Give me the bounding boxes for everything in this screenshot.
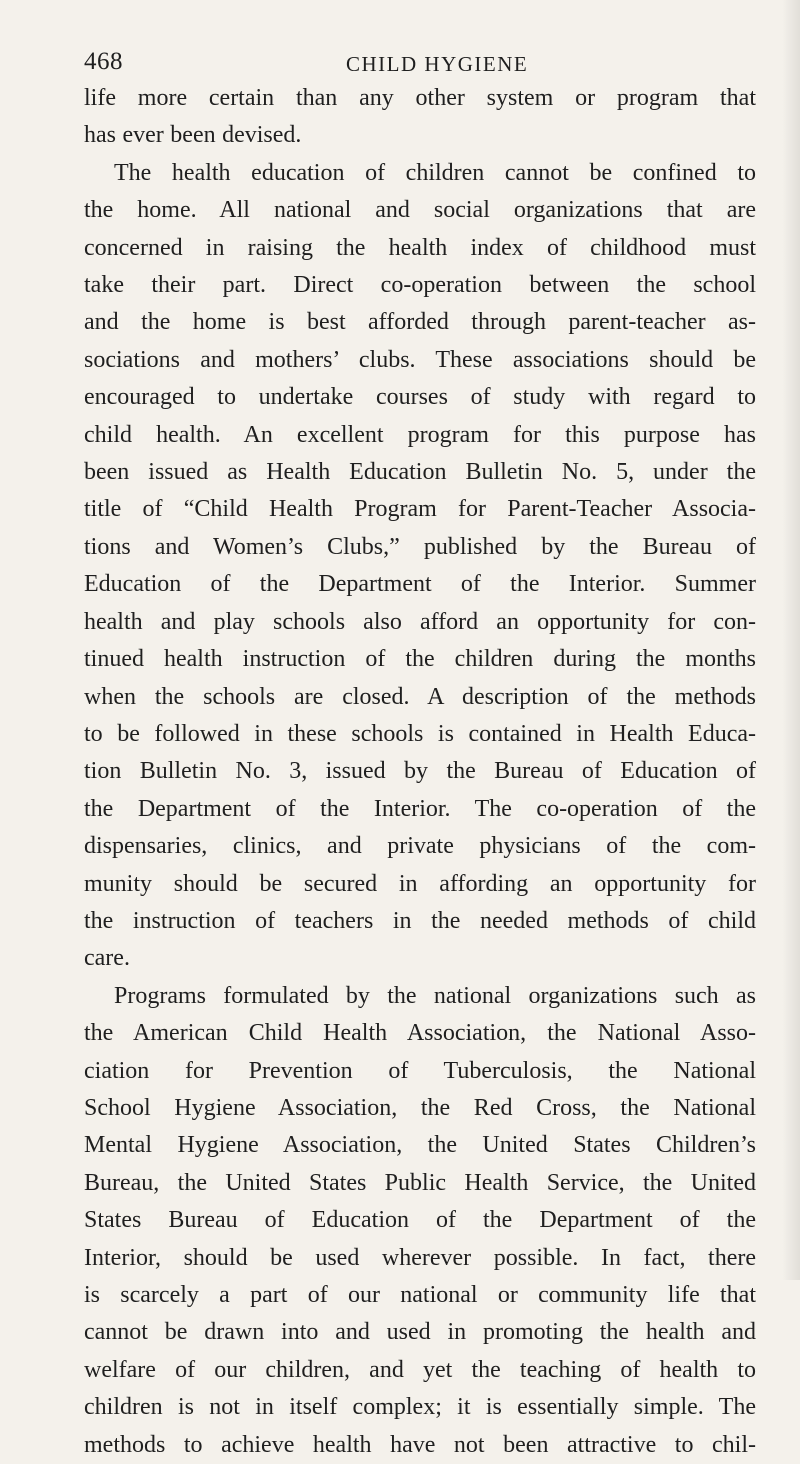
text-line: been issued as Health Education Bulletin No. 5, under the bbox=[84, 459, 756, 486]
text-line: tinued health instruction of the children during the months bbox=[84, 646, 756, 673]
text-line: has ever been devised. bbox=[84, 122, 302, 149]
text-line: when the schools are closed. A description of the methods bbox=[84, 683, 756, 710]
text-line: tions and Women’s Clubs,” published by the Bureau of bbox=[84, 533, 756, 560]
text-line: title of “Child Health Program for Parent-Teacher Associa- bbox=[84, 496, 756, 523]
text-line: concerned in raising the health index of childhood must bbox=[84, 234, 756, 261]
text-line: munity should be secured in affording an opportunity for bbox=[84, 870, 756, 897]
text-line: the American Child Health Association, the National Asso- bbox=[84, 1020, 756, 1047]
text-line: the Department of the Interior. The co-operation of the bbox=[84, 795, 756, 822]
paragraph-start-line: Programs formulated by the national organizations such as bbox=[114, 982, 756, 1009]
text-line: Mental Hygiene Association, the United States Children’s bbox=[84, 1132, 756, 1159]
text-line: care. bbox=[84, 945, 130, 972]
paragraph-start-line: The health education of children cannot be confined to bbox=[114, 159, 756, 186]
text-line: children is not in itself complex; it is essentially simple. The bbox=[84, 1394, 756, 1421]
text-line: School Hygiene Association, the Red Cross, the National bbox=[84, 1094, 756, 1121]
text-line: the instruction of teachers in the needed methods of child bbox=[84, 907, 756, 934]
text-line: Bureau, the United States Public Health Service, the United bbox=[84, 1169, 756, 1196]
text-line: Education of the Department of the Interior. Summer bbox=[84, 571, 756, 598]
text-line: encouraged to undertake courses of study with regard to bbox=[84, 384, 756, 411]
text-line: ciation for Prevention of Tuberculosis, the National bbox=[84, 1057, 756, 1084]
text-line: cannot be drawn into and used in promoting the health and bbox=[84, 1319, 756, 1346]
text-line: life more certain than any other system or program that bbox=[84, 85, 756, 111]
text-line: take their part. Direct co-operation between the school bbox=[84, 272, 756, 299]
text-line: tion Bulletin No. 3, issued by the Bureau of Education of bbox=[84, 758, 756, 785]
running-head bbox=[84, 46, 714, 80]
text-line: is scarcely a part of our national or community life that bbox=[84, 1282, 756, 1308]
page-number: 468 bbox=[84, 48, 123, 75]
text-line: dispensaries, clinics, and private physicians of the com- bbox=[84, 833, 756, 860]
body-text bbox=[84, 80, 756, 1464]
text-line: and the home is best afforded through parent-teacher as- bbox=[84, 309, 756, 336]
text-line: to be followed in these schools is contained in Health Educa- bbox=[84, 720, 756, 747]
text-line: health and play schools also afford an opportunity for con- bbox=[84, 608, 756, 635]
text-line: Interior, should be used wherever possible. In fact, there bbox=[84, 1244, 756, 1271]
text-line: States Bureau of Education of the Department of the bbox=[84, 1207, 756, 1234]
text-line: child health. An excellent program for this purpose has bbox=[84, 421, 756, 448]
text-line: sociations and mothers’ clubs. These associations should be bbox=[84, 346, 756, 373]
text-line: methods to achieve health have not been attractive to chil- bbox=[84, 1431, 756, 1458]
running-title: CHILD HYGIENE bbox=[346, 52, 529, 76]
text-line: welfare of our children, and yet the teaching of health to bbox=[84, 1356, 756, 1383]
page-edge-shadow bbox=[782, 0, 800, 1280]
text-line: the home. All national and social organizations that are bbox=[84, 197, 756, 224]
